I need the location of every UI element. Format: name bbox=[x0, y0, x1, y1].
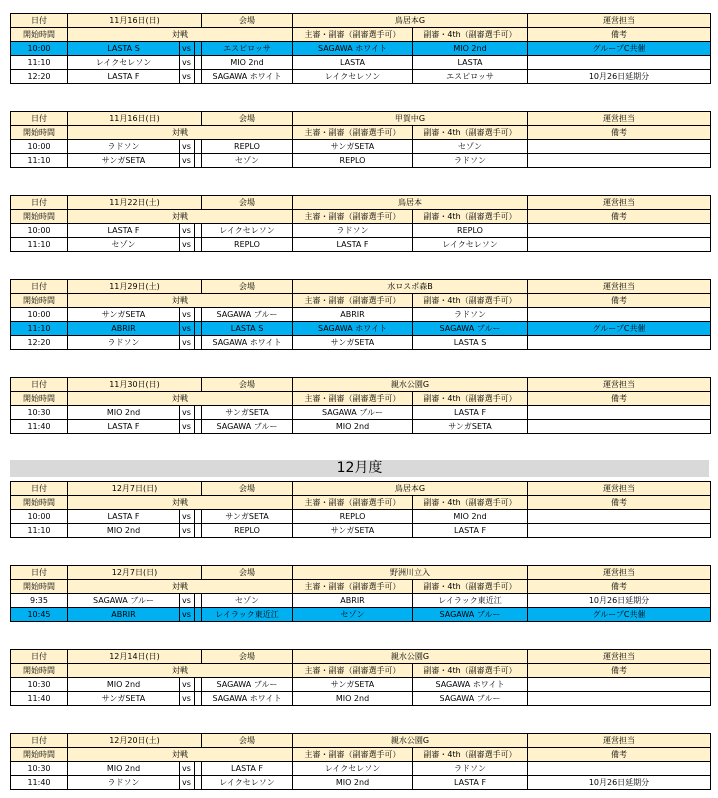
referee-main: サンガSETA bbox=[293, 678, 413, 692]
spacer-cell bbox=[195, 224, 202, 238]
venue-value: 野洲川立入 bbox=[293, 566, 528, 580]
match-block bbox=[10, 733, 711, 790]
away-team: SAGAWA ホワイト bbox=[202, 692, 293, 706]
vs-label: vs bbox=[180, 594, 195, 608]
note bbox=[528, 140, 711, 154]
note: 10月26日延期分 bbox=[528, 70, 711, 84]
kickoff-time: 10:30 bbox=[11, 762, 68, 776]
start-time-label: 開始時間 bbox=[11, 392, 68, 406]
referee-assist: ラドソン bbox=[413, 154, 528, 168]
vs-label: vs bbox=[180, 238, 195, 252]
ref1-label: 主審・副審（副審選手可） bbox=[293, 664, 413, 678]
vs-label: vs bbox=[180, 70, 195, 84]
spacer-cell bbox=[195, 420, 202, 434]
ref1-label: 主審・副審（副審選手可） bbox=[293, 496, 413, 510]
column-header-row bbox=[11, 580, 711, 594]
venue-label: 会場 bbox=[202, 482, 293, 496]
home-team: LASTA F bbox=[68, 224, 180, 238]
note bbox=[528, 692, 711, 706]
home-team: LASTA S bbox=[68, 42, 180, 56]
away-team: LASTA F bbox=[202, 762, 293, 776]
venue-label: 会場 bbox=[202, 112, 293, 126]
away-team: SAGAWA ブルー bbox=[202, 308, 293, 322]
note bbox=[528, 238, 711, 252]
referee-assist: LASTA F bbox=[413, 406, 528, 420]
match-row bbox=[11, 322, 711, 336]
venue-value: 親水公園G bbox=[293, 734, 528, 748]
date-value: 12月14日(日) bbox=[68, 650, 202, 664]
vs-label: vs bbox=[180, 524, 195, 538]
referee-main: サンガSETA bbox=[293, 140, 413, 154]
ref2-label: 副審・4th（副審選手可） bbox=[413, 392, 528, 406]
away-team: レイクセレソン bbox=[202, 776, 293, 790]
venue-value: 鳥居本 bbox=[293, 196, 528, 210]
vs-label: vs bbox=[180, 776, 195, 790]
date-value: 11月16日(日) bbox=[68, 14, 202, 28]
home-team: レイクセレソン bbox=[68, 56, 180, 70]
match-row bbox=[11, 692, 711, 706]
ops-label: 運営担当 bbox=[528, 482, 711, 496]
column-header-row bbox=[11, 210, 711, 224]
away-team: レイラック東近江 bbox=[202, 608, 293, 622]
away-team: REPLO bbox=[202, 524, 293, 538]
venue-value: 親水公園G bbox=[293, 378, 528, 392]
home-team: ラドソン bbox=[68, 336, 180, 350]
note-label: 備考 bbox=[528, 748, 711, 762]
away-team: REPLO bbox=[202, 140, 293, 154]
referee-assist: MIO 2nd bbox=[413, 510, 528, 524]
note-label: 備考 bbox=[528, 28, 711, 42]
ops-label: 運営担当 bbox=[528, 196, 711, 210]
home-team: LASTA F bbox=[68, 70, 180, 84]
match-row bbox=[11, 140, 711, 154]
date-value: 11月29日(土) bbox=[68, 280, 202, 294]
referee-assist: SAGAWA ブルー bbox=[413, 608, 528, 622]
ref1-label: 主審・副審（副審選手可） bbox=[293, 392, 413, 406]
note: グループC共催 bbox=[528, 322, 711, 336]
start-time-label: 開始時間 bbox=[11, 126, 68, 140]
date-value: 11月22日(土) bbox=[68, 196, 202, 210]
note bbox=[528, 406, 711, 420]
spacer-cell bbox=[195, 322, 202, 336]
block-header-row bbox=[11, 14, 711, 28]
ref1-label: 主審・副審（副審選手可） bbox=[293, 294, 413, 308]
date-value: 12月20日(土) bbox=[68, 734, 202, 748]
note bbox=[528, 308, 711, 322]
ops-label: 運営担当 bbox=[528, 734, 711, 748]
match-row bbox=[11, 608, 711, 622]
date-label: 日付 bbox=[11, 566, 68, 580]
venue-label: 会場 bbox=[202, 650, 293, 664]
ref2-label: 副審・4th（副審選手可） bbox=[413, 496, 528, 510]
spacer-cell bbox=[195, 308, 202, 322]
match-row bbox=[11, 224, 711, 238]
spacer-cell bbox=[195, 154, 202, 168]
referee-assist: サンガSETA bbox=[413, 420, 528, 434]
vs-label: vs bbox=[180, 308, 195, 322]
vs-label: vs bbox=[180, 406, 195, 420]
kickoff-time: 10:00 bbox=[11, 308, 68, 322]
vs-label: vs bbox=[180, 510, 195, 524]
home-team: MIO 2nd bbox=[68, 678, 180, 692]
home-team: SAGAWA ブルー bbox=[68, 594, 180, 608]
match-label: 対戦 bbox=[68, 294, 293, 308]
match-label: 対戦 bbox=[68, 748, 293, 762]
note-label: 備考 bbox=[528, 392, 711, 406]
kickoff-time: 10:00 bbox=[11, 42, 68, 56]
referee-assist: レイラック東近江 bbox=[413, 594, 528, 608]
venue-label: 会場 bbox=[202, 378, 293, 392]
home-team: LASTA F bbox=[68, 420, 180, 434]
venue-label: 会場 bbox=[202, 14, 293, 28]
spacer-cell bbox=[195, 56, 202, 70]
venue-value: 水ロスポ森B bbox=[293, 280, 528, 294]
match-row bbox=[11, 420, 711, 434]
date-value: 11月30日(日) bbox=[68, 378, 202, 392]
block-header-row bbox=[11, 734, 711, 748]
away-team: SAGAWA ホワイト bbox=[202, 70, 293, 84]
referee-main: ラドソン bbox=[293, 224, 413, 238]
home-team: LASTA F bbox=[68, 510, 180, 524]
date-label: 日付 bbox=[11, 650, 68, 664]
note-label: 備考 bbox=[528, 664, 711, 678]
date-label: 日付 bbox=[11, 196, 68, 210]
block-header-row bbox=[11, 482, 711, 496]
venue-label: 会場 bbox=[202, 196, 293, 210]
referee-main: レイクセレソン bbox=[293, 70, 413, 84]
referee-main: ABRIR bbox=[293, 594, 413, 608]
date-label: 日付 bbox=[11, 14, 68, 28]
away-team: サンガSETA bbox=[202, 406, 293, 420]
match-label: 対戦 bbox=[68, 210, 293, 224]
note bbox=[528, 762, 711, 776]
date-value: 12月7日(日) bbox=[68, 482, 202, 496]
away-team: セゾン bbox=[202, 594, 293, 608]
match-row bbox=[11, 336, 711, 350]
vs-label: vs bbox=[180, 140, 195, 154]
spacer-cell bbox=[195, 678, 202, 692]
home-team: MIO 2nd bbox=[68, 762, 180, 776]
block-header-row bbox=[11, 378, 711, 392]
vs-label: vs bbox=[180, 56, 195, 70]
note bbox=[528, 420, 711, 434]
match-row bbox=[11, 406, 711, 420]
note-label: 備考 bbox=[528, 496, 711, 510]
vs-label: vs bbox=[180, 154, 195, 168]
ref1-label: 主審・副審（副審選手可） bbox=[293, 126, 413, 140]
kickoff-time: 11:40 bbox=[11, 776, 68, 790]
match-label: 対戦 bbox=[68, 28, 293, 42]
note: グループC共催 bbox=[528, 608, 711, 622]
ops-label: 運営担当 bbox=[528, 280, 711, 294]
match-label: 対戦 bbox=[68, 580, 293, 594]
ref2-label: 副審・4th（副審選手可） bbox=[413, 210, 528, 224]
ref2-label: 副審・4th（副審選手可） bbox=[413, 294, 528, 308]
away-team: SAGAWA ブルー bbox=[202, 678, 293, 692]
referee-main: SAGAWA ブルー bbox=[293, 406, 413, 420]
match-row bbox=[11, 678, 711, 692]
home-team: ABRIR bbox=[68, 322, 180, 336]
kickoff-time: 11:10 bbox=[11, 154, 68, 168]
column-header-row bbox=[11, 664, 711, 678]
home-team: MIO 2nd bbox=[68, 406, 180, 420]
referee-main: レイクセレソン bbox=[293, 762, 413, 776]
kickoff-time: 11:40 bbox=[11, 420, 68, 434]
referee-main: LASTA F bbox=[293, 238, 413, 252]
venue-label: 会場 bbox=[202, 566, 293, 580]
referee-main: MIO 2nd bbox=[293, 776, 413, 790]
match-row bbox=[11, 70, 711, 84]
home-team: サンガSETA bbox=[68, 154, 180, 168]
note-label: 備考 bbox=[528, 580, 711, 594]
note-label: 備考 bbox=[528, 126, 711, 140]
away-team: SAGAWA ホワイト bbox=[202, 336, 293, 350]
referee-assist: SAGAWA ホワイト bbox=[413, 678, 528, 692]
date-label: 日付 bbox=[11, 734, 68, 748]
referee-assist: MIO 2nd bbox=[413, 42, 528, 56]
home-team: サンガSETA bbox=[68, 692, 180, 706]
start-time-label: 開始時間 bbox=[11, 748, 68, 762]
match-block bbox=[10, 279, 711, 350]
away-team: LASTA S bbox=[202, 322, 293, 336]
column-header-row bbox=[11, 748, 711, 762]
note-label: 備考 bbox=[528, 294, 711, 308]
referee-assist: LASTA F bbox=[413, 524, 528, 538]
date-label: 日付 bbox=[11, 112, 68, 126]
start-time-label: 開始時間 bbox=[11, 210, 68, 224]
referee-assist: SAGAWA ブルー bbox=[413, 322, 528, 336]
column-header-row bbox=[11, 28, 711, 42]
spacer-cell bbox=[195, 238, 202, 252]
spacer-cell bbox=[195, 140, 202, 154]
ops-label: 運営担当 bbox=[528, 378, 711, 392]
match-row bbox=[11, 594, 711, 608]
referee-assist: SAGAWA ブルー bbox=[413, 692, 528, 706]
referee-main: REPLO bbox=[293, 510, 413, 524]
vs-label: vs bbox=[180, 224, 195, 238]
kickoff-time: 10:00 bbox=[11, 140, 68, 154]
match-row bbox=[11, 308, 711, 322]
match-block bbox=[10, 649, 711, 706]
vs-label: vs bbox=[180, 42, 195, 56]
ops-label: 運営担当 bbox=[528, 650, 711, 664]
start-time-label: 開始時間 bbox=[11, 294, 68, 308]
venue-value: 甲賀中G bbox=[293, 112, 528, 126]
referee-main: SAGAWA ホワイト bbox=[293, 42, 413, 56]
note: グループC共催 bbox=[528, 42, 711, 56]
away-team: サンガSETA bbox=[202, 510, 293, 524]
match-label: 対戦 bbox=[68, 392, 293, 406]
note bbox=[528, 678, 711, 692]
home-team: ラドソン bbox=[68, 140, 180, 154]
start-time-label: 開始時間 bbox=[11, 28, 68, 42]
home-team: MIO 2nd bbox=[68, 524, 180, 538]
referee-main: セゾン bbox=[293, 608, 413, 622]
spacer-cell bbox=[195, 336, 202, 350]
column-header-row bbox=[11, 392, 711, 406]
note bbox=[528, 56, 711, 70]
referee-main: LASTA bbox=[293, 56, 413, 70]
kickoff-time: 11:10 bbox=[11, 238, 68, 252]
note: 10月26日延期分 bbox=[528, 776, 711, 790]
kickoff-time: 10:00 bbox=[11, 510, 68, 524]
kickoff-time: 11:10 bbox=[11, 56, 68, 70]
vs-label: vs bbox=[180, 336, 195, 350]
match-row bbox=[11, 510, 711, 524]
note bbox=[528, 510, 711, 524]
match-row bbox=[11, 154, 711, 168]
block-header-row bbox=[11, 650, 711, 664]
match-row bbox=[11, 42, 711, 56]
match-label: 対戦 bbox=[68, 496, 293, 510]
kickoff-time: 10:30 bbox=[11, 406, 68, 420]
away-team: エスピロッサ bbox=[202, 42, 293, 56]
kickoff-time: 10:30 bbox=[11, 678, 68, 692]
spacer-cell bbox=[195, 692, 202, 706]
ref2-label: 副審・4th（副審選手可） bbox=[413, 748, 528, 762]
date-value: 11月16日(日) bbox=[68, 112, 202, 126]
away-team: セゾン bbox=[202, 154, 293, 168]
referee-assist: REPLO bbox=[413, 224, 528, 238]
note bbox=[528, 524, 711, 538]
vs-label: vs bbox=[180, 678, 195, 692]
kickoff-time: 10:45 bbox=[11, 608, 68, 622]
ops-label: 運営担当 bbox=[528, 112, 711, 126]
kickoff-time: 10:00 bbox=[11, 224, 68, 238]
kickoff-time: 9:35 bbox=[11, 594, 68, 608]
venue-value: 鳥居本G bbox=[293, 482, 528, 496]
note-label: 備考 bbox=[528, 210, 711, 224]
vs-label: vs bbox=[180, 762, 195, 776]
column-header-row bbox=[11, 496, 711, 510]
match-block bbox=[10, 111, 711, 168]
match-block bbox=[10, 377, 711, 434]
referee-assist: ラドソン bbox=[413, 308, 528, 322]
home-team: セゾン bbox=[68, 238, 180, 252]
referee-assist: エスピロッサ bbox=[413, 70, 528, 84]
away-team: レイクセレソン bbox=[202, 224, 293, 238]
ref1-label: 主審・副審（副審選手可） bbox=[293, 28, 413, 42]
referee-assist: レイクセレソン bbox=[413, 238, 528, 252]
match-block bbox=[10, 195, 711, 252]
block-header-row bbox=[11, 566, 711, 580]
referee-assist: LASTA F bbox=[413, 776, 528, 790]
venue-label: 会場 bbox=[202, 280, 293, 294]
column-header-row bbox=[11, 294, 711, 308]
match-block bbox=[10, 565, 711, 622]
away-team: MIO 2nd bbox=[202, 56, 293, 70]
note bbox=[528, 336, 711, 350]
referee-assist: セゾン bbox=[413, 140, 528, 154]
ref2-label: 副審・4th（副審選手可） bbox=[413, 580, 528, 594]
note bbox=[528, 224, 711, 238]
venue-label: 会場 bbox=[202, 734, 293, 748]
start-time-label: 開始時間 bbox=[11, 580, 68, 594]
spacer-cell bbox=[195, 510, 202, 524]
spacer-cell bbox=[195, 762, 202, 776]
column-header-row bbox=[11, 126, 711, 140]
ref1-label: 主審・副審（副審選手可） bbox=[293, 210, 413, 224]
date-label: 日付 bbox=[11, 482, 68, 496]
kickoff-time: 11:10 bbox=[11, 524, 68, 538]
month-header: 12月度 bbox=[10, 460, 709, 477]
kickoff-time: 11:10 bbox=[11, 322, 68, 336]
home-team: ABRIR bbox=[68, 608, 180, 622]
date-label: 日付 bbox=[11, 280, 68, 294]
match-row bbox=[11, 56, 711, 70]
vs-label: vs bbox=[180, 420, 195, 434]
venue-value: 鳥居本G bbox=[293, 14, 528, 28]
kickoff-time: 12:20 bbox=[11, 336, 68, 350]
ref1-label: 主審・副審（副審選手可） bbox=[293, 748, 413, 762]
note: 10月26日延期分 bbox=[528, 594, 711, 608]
block-header-row bbox=[11, 280, 711, 294]
match-block bbox=[10, 13, 711, 84]
referee-main: SAGAWA ホワイト bbox=[293, 322, 413, 336]
spacer-cell bbox=[195, 594, 202, 608]
ops-label: 運営担当 bbox=[528, 14, 711, 28]
referee-main: ABRIR bbox=[293, 308, 413, 322]
match-label: 対戦 bbox=[68, 126, 293, 140]
spacer-cell bbox=[195, 42, 202, 56]
vs-label: vs bbox=[180, 692, 195, 706]
ref2-label: 副審・4th（副審選手可） bbox=[413, 126, 528, 140]
match-block bbox=[10, 481, 711, 538]
match-row bbox=[11, 524, 711, 538]
away-team: SAGAWA ブルー bbox=[202, 420, 293, 434]
spacer-cell bbox=[195, 776, 202, 790]
referee-main: MIO 2nd bbox=[293, 692, 413, 706]
start-time-label: 開始時間 bbox=[11, 664, 68, 678]
referee-assist: ラドソン bbox=[413, 762, 528, 776]
block-header-row bbox=[11, 112, 711, 126]
ref2-label: 副審・4th（副審選手可） bbox=[413, 28, 528, 42]
kickoff-time: 12:20 bbox=[11, 70, 68, 84]
home-team: ラドソン bbox=[68, 776, 180, 790]
referee-assist: LASTA S bbox=[413, 336, 528, 350]
vs-label: vs bbox=[180, 322, 195, 336]
spacer-cell bbox=[195, 70, 202, 84]
away-team: REPLO bbox=[202, 238, 293, 252]
match-label: 対戦 bbox=[68, 664, 293, 678]
spacer-cell bbox=[195, 406, 202, 420]
note bbox=[528, 154, 711, 168]
vs-label: vs bbox=[180, 608, 195, 622]
ops-label: 運営担当 bbox=[528, 566, 711, 580]
match-row bbox=[11, 762, 711, 776]
referee-assist: LASTA bbox=[413, 56, 528, 70]
referee-main: サンガSETA bbox=[293, 336, 413, 350]
kickoff-time: 11:40 bbox=[11, 692, 68, 706]
venue-value: 親水公園G bbox=[293, 650, 528, 664]
ref2-label: 副審・4th（副審選手可） bbox=[413, 664, 528, 678]
date-label: 日付 bbox=[11, 378, 68, 392]
block-header-row bbox=[11, 196, 711, 210]
spacer-cell bbox=[195, 608, 202, 622]
referee-main: サンガSETA bbox=[293, 524, 413, 538]
start-time-label: 開始時間 bbox=[11, 496, 68, 510]
ref1-label: 主審・副審（副審選手可） bbox=[293, 580, 413, 594]
date-value: 12月7日(日) bbox=[68, 566, 202, 580]
referee-main: MIO 2nd bbox=[293, 420, 413, 434]
spacer-cell bbox=[195, 524, 202, 538]
match-row bbox=[11, 238, 711, 252]
match-row bbox=[11, 776, 711, 790]
referee-main: REPLO bbox=[293, 154, 413, 168]
home-team: サンガSETA bbox=[68, 308, 180, 322]
